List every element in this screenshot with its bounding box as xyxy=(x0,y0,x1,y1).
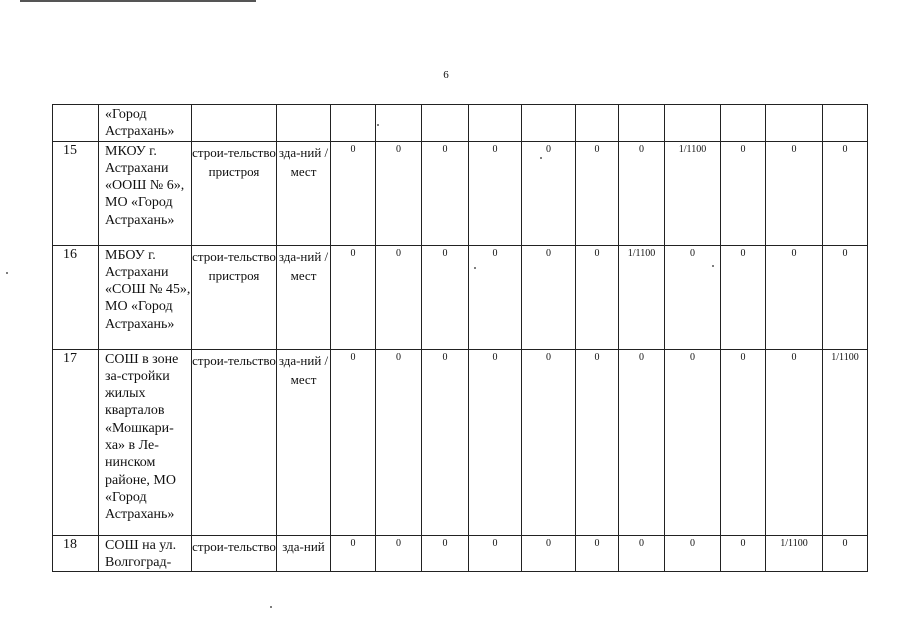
value-cell: 0 xyxy=(665,349,721,535)
value-cell: 1/1100 xyxy=(823,349,868,535)
value-cell: 0 xyxy=(522,349,576,535)
scan-speck xyxy=(712,265,714,267)
value-cell: 0 xyxy=(766,141,823,245)
scan-speck xyxy=(474,267,476,269)
value-cell xyxy=(376,105,422,142)
value-cell: 0 xyxy=(422,349,469,535)
object-name-cell: СОШ на ул. Волгоград- xyxy=(99,535,192,572)
value-cell: 0 xyxy=(469,535,522,572)
value-cell: 0 xyxy=(721,141,766,245)
value-cell: 0 xyxy=(376,349,422,535)
row-number-cell: 17 xyxy=(53,349,99,535)
value-cell: 0 xyxy=(665,245,721,349)
table-row xyxy=(53,245,868,349)
row-number-cell xyxy=(53,105,99,142)
scan-speck xyxy=(377,124,379,126)
value-cell: 0 xyxy=(469,245,522,349)
value-cell: 0 xyxy=(376,141,422,245)
value-cell: 0 xyxy=(522,535,576,572)
value-cell xyxy=(721,105,766,142)
work-type-cell: строи-тельство xyxy=(192,535,277,572)
value-cell: 0 xyxy=(331,245,376,349)
value-cell: 0 xyxy=(522,245,576,349)
work-type-cell: строи-тельство пристроя xyxy=(192,245,277,349)
value-cell: 0 xyxy=(619,535,665,572)
work-type-cell xyxy=(192,105,277,142)
value-cell: 0 xyxy=(576,349,619,535)
value-cell: 0 xyxy=(721,349,766,535)
value-cell xyxy=(331,105,376,142)
value-cell: 1/1100 xyxy=(619,245,665,349)
value-cell xyxy=(422,105,469,142)
value-cell: 0 xyxy=(619,349,665,535)
unit-cell: зда-ний /мест xyxy=(277,141,331,245)
row-number-cell: 18 xyxy=(53,535,99,572)
unit-cell xyxy=(277,105,331,142)
unit-cell: зда-ний /мест xyxy=(277,349,331,535)
value-cell xyxy=(665,105,721,142)
page-number: 6 xyxy=(443,69,449,81)
row-number-cell: 15 xyxy=(53,141,99,245)
value-cell: 0 xyxy=(823,535,868,572)
value-cell: 0 xyxy=(422,245,469,349)
value-cell xyxy=(522,105,576,142)
value-cell: 0 xyxy=(522,141,576,245)
work-type-cell: строи-тельство xyxy=(192,349,277,535)
object-name-cell: «Город Астрахань» xyxy=(99,105,192,142)
value-cell: 0 xyxy=(331,535,376,572)
value-cell: 0 xyxy=(766,349,823,535)
value-cell: 0 xyxy=(422,141,469,245)
table-row xyxy=(53,105,868,142)
value-cell: 0 xyxy=(469,349,522,535)
value-cell: 0 xyxy=(721,245,766,349)
unit-cell: зда-ний xyxy=(277,535,331,572)
unit-cell: зда-ний /мест xyxy=(277,245,331,349)
scan-speck xyxy=(6,272,8,274)
scan-speck xyxy=(540,157,542,159)
value-cell: 1/1100 xyxy=(665,141,721,245)
value-cell: 0 xyxy=(376,535,422,572)
value-cell: 0 xyxy=(469,141,522,245)
value-cell: 0 xyxy=(576,245,619,349)
value-cell: 0 xyxy=(422,535,469,572)
row-number-cell: 16 xyxy=(53,245,99,349)
scan-speck xyxy=(270,606,272,608)
value-cell xyxy=(576,105,619,142)
object-name-cell: СОШ в зоне за-стройки жилых кварталов «Мошкари-ха» в Ле-нинском районе, МО «Город Астрахань» xyxy=(99,349,192,535)
value-cell: 0 xyxy=(823,141,868,245)
value-cell xyxy=(619,105,665,142)
program-table xyxy=(52,104,868,572)
value-cell: 0 xyxy=(619,141,665,245)
value-cell xyxy=(469,105,522,142)
object-name-cell: МКОУ г. Астрахани «ООШ № 6», МО «Город Астрахань» xyxy=(99,141,192,245)
value-cell: 0 xyxy=(823,245,868,349)
table-row xyxy=(53,349,868,535)
value-cell xyxy=(766,105,823,142)
work-type-cell: строи-тельство пристроя xyxy=(192,141,277,245)
value-cell: 0 xyxy=(331,349,376,535)
value-cell: 0 xyxy=(576,141,619,245)
table-body xyxy=(53,105,868,572)
value-cell: 0 xyxy=(766,245,823,349)
value-cell: 0 xyxy=(665,535,721,572)
value-cell: 0 xyxy=(721,535,766,572)
value-cell: 0 xyxy=(331,141,376,245)
value-cell: 0 xyxy=(376,245,422,349)
value-cell xyxy=(823,105,868,142)
table-row xyxy=(53,141,868,245)
top-edge-rule xyxy=(20,0,256,2)
value-cell: 0 xyxy=(576,535,619,572)
value-cell: 1/1100 xyxy=(766,535,823,572)
object-name-cell: МБОУ г. Астрахани «СОШ № 45», МО «Город Астрахань» xyxy=(99,245,192,349)
table-row xyxy=(53,535,868,572)
